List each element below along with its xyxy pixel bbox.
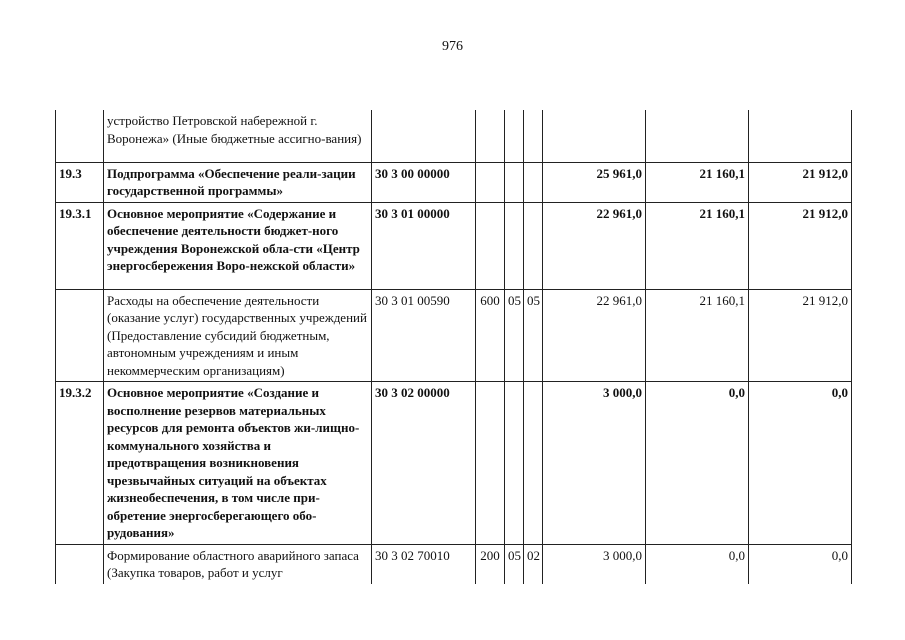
row-name: Расходы на обеспечение деятельности (оказание услуг) государственных учреждений (Предоставление субсидий бюджетным, автономным учреждениям и иным некоммерческим организациям) bbox=[104, 289, 372, 382]
row-sum-year1: 22 961,0 bbox=[543, 202, 646, 289]
row-sum-year3: 0,0 bbox=[749, 544, 852, 584]
row-number: 19.3 bbox=[56, 162, 104, 202]
row-code: 30 3 02 70010 bbox=[372, 544, 476, 584]
row-sum-year2 bbox=[646, 110, 749, 162]
row-pr: 02 bbox=[524, 544, 543, 584]
row-rz bbox=[505, 162, 524, 202]
table-row bbox=[56, 544, 852, 584]
row-number: 19.3.2 bbox=[56, 382, 104, 545]
row-sum-year1: 25 961,0 bbox=[543, 162, 646, 202]
row-code: 30 3 01 00000 bbox=[372, 202, 476, 289]
row-pr bbox=[524, 382, 543, 545]
row-number: 19.3.1 bbox=[56, 202, 104, 289]
row-sum-year1: 22 961,0 bbox=[543, 289, 646, 382]
row-sum-year2: 0,0 bbox=[646, 382, 749, 545]
row-name: Основное мероприятие «Содержание и обеспечение деятельности бюджет-ного учреждения Воронежской обла-сти «Центр энергосбережения Воро-нежской области» bbox=[104, 202, 372, 289]
row-name: устройство Петровской набережной г. Воронежа» (Иные бюджетные ассигно-вания) bbox=[104, 110, 372, 162]
row-vr bbox=[476, 110, 505, 162]
row-rz bbox=[505, 382, 524, 545]
row-pr bbox=[524, 162, 543, 202]
row-number bbox=[56, 110, 104, 162]
row-sum-year3 bbox=[749, 110, 852, 162]
row-sum-year3: 21 912,0 bbox=[749, 162, 852, 202]
row-name: Подпрограмма «Обеспечение реали-зации государственной программы» bbox=[104, 162, 372, 202]
row-sum-year3: 0,0 bbox=[749, 382, 852, 545]
row-code: 30 3 00 00000 bbox=[372, 162, 476, 202]
row-rz bbox=[505, 202, 524, 289]
row-name: Формирование областного аварийного запаса (Закупка товаров, работ и услуг bbox=[104, 544, 372, 584]
page-number: 976 bbox=[442, 39, 463, 54]
row-vr bbox=[476, 162, 505, 202]
row-sum-year2: 0,0 bbox=[646, 544, 749, 584]
row-sum-year2: 21 160,1 bbox=[646, 289, 749, 382]
row-sum-year3: 21 912,0 bbox=[749, 289, 852, 382]
table-row bbox=[56, 382, 852, 545]
budget-table bbox=[55, 110, 852, 584]
row-sum-year1 bbox=[543, 110, 646, 162]
table-row bbox=[56, 162, 852, 202]
row-sum-year1: 3 000,0 bbox=[543, 382, 646, 545]
row-vr: 200 bbox=[476, 544, 505, 584]
table-row bbox=[56, 202, 852, 289]
row-sum-year3: 21 912,0 bbox=[749, 202, 852, 289]
row-vr bbox=[476, 382, 505, 545]
row-pr: 05 bbox=[524, 289, 543, 382]
row-sum-year1: 3 000,0 bbox=[543, 544, 646, 584]
row-sum-year2: 21 160,1 bbox=[646, 202, 749, 289]
row-number bbox=[56, 544, 104, 584]
row-pr bbox=[524, 110, 543, 162]
row-vr bbox=[476, 202, 505, 289]
row-code: 30 3 01 00590 bbox=[372, 289, 476, 382]
row-code bbox=[372, 110, 476, 162]
row-pr bbox=[524, 202, 543, 289]
table-row bbox=[56, 110, 852, 162]
row-vr: 600 bbox=[476, 289, 505, 382]
row-number bbox=[56, 289, 104, 382]
row-rz: 05 bbox=[505, 544, 524, 584]
row-rz bbox=[505, 110, 524, 162]
row-sum-year2: 21 160,1 bbox=[646, 162, 749, 202]
table-row bbox=[56, 289, 852, 382]
row-rz: 05 bbox=[505, 289, 524, 382]
row-code: 30 3 02 00000 bbox=[372, 382, 476, 545]
row-name: Основное мероприятие «Создание и восполнение резервов материальных ресурсов для ремонта объектов жи-лищно-коммунального хозяйства и предотвращения возникновения чрезвычайных ситуаций на объектах жизнеобеспечения, в том числе при-обретение энергосберегающего обо-рудования» bbox=[104, 382, 372, 545]
